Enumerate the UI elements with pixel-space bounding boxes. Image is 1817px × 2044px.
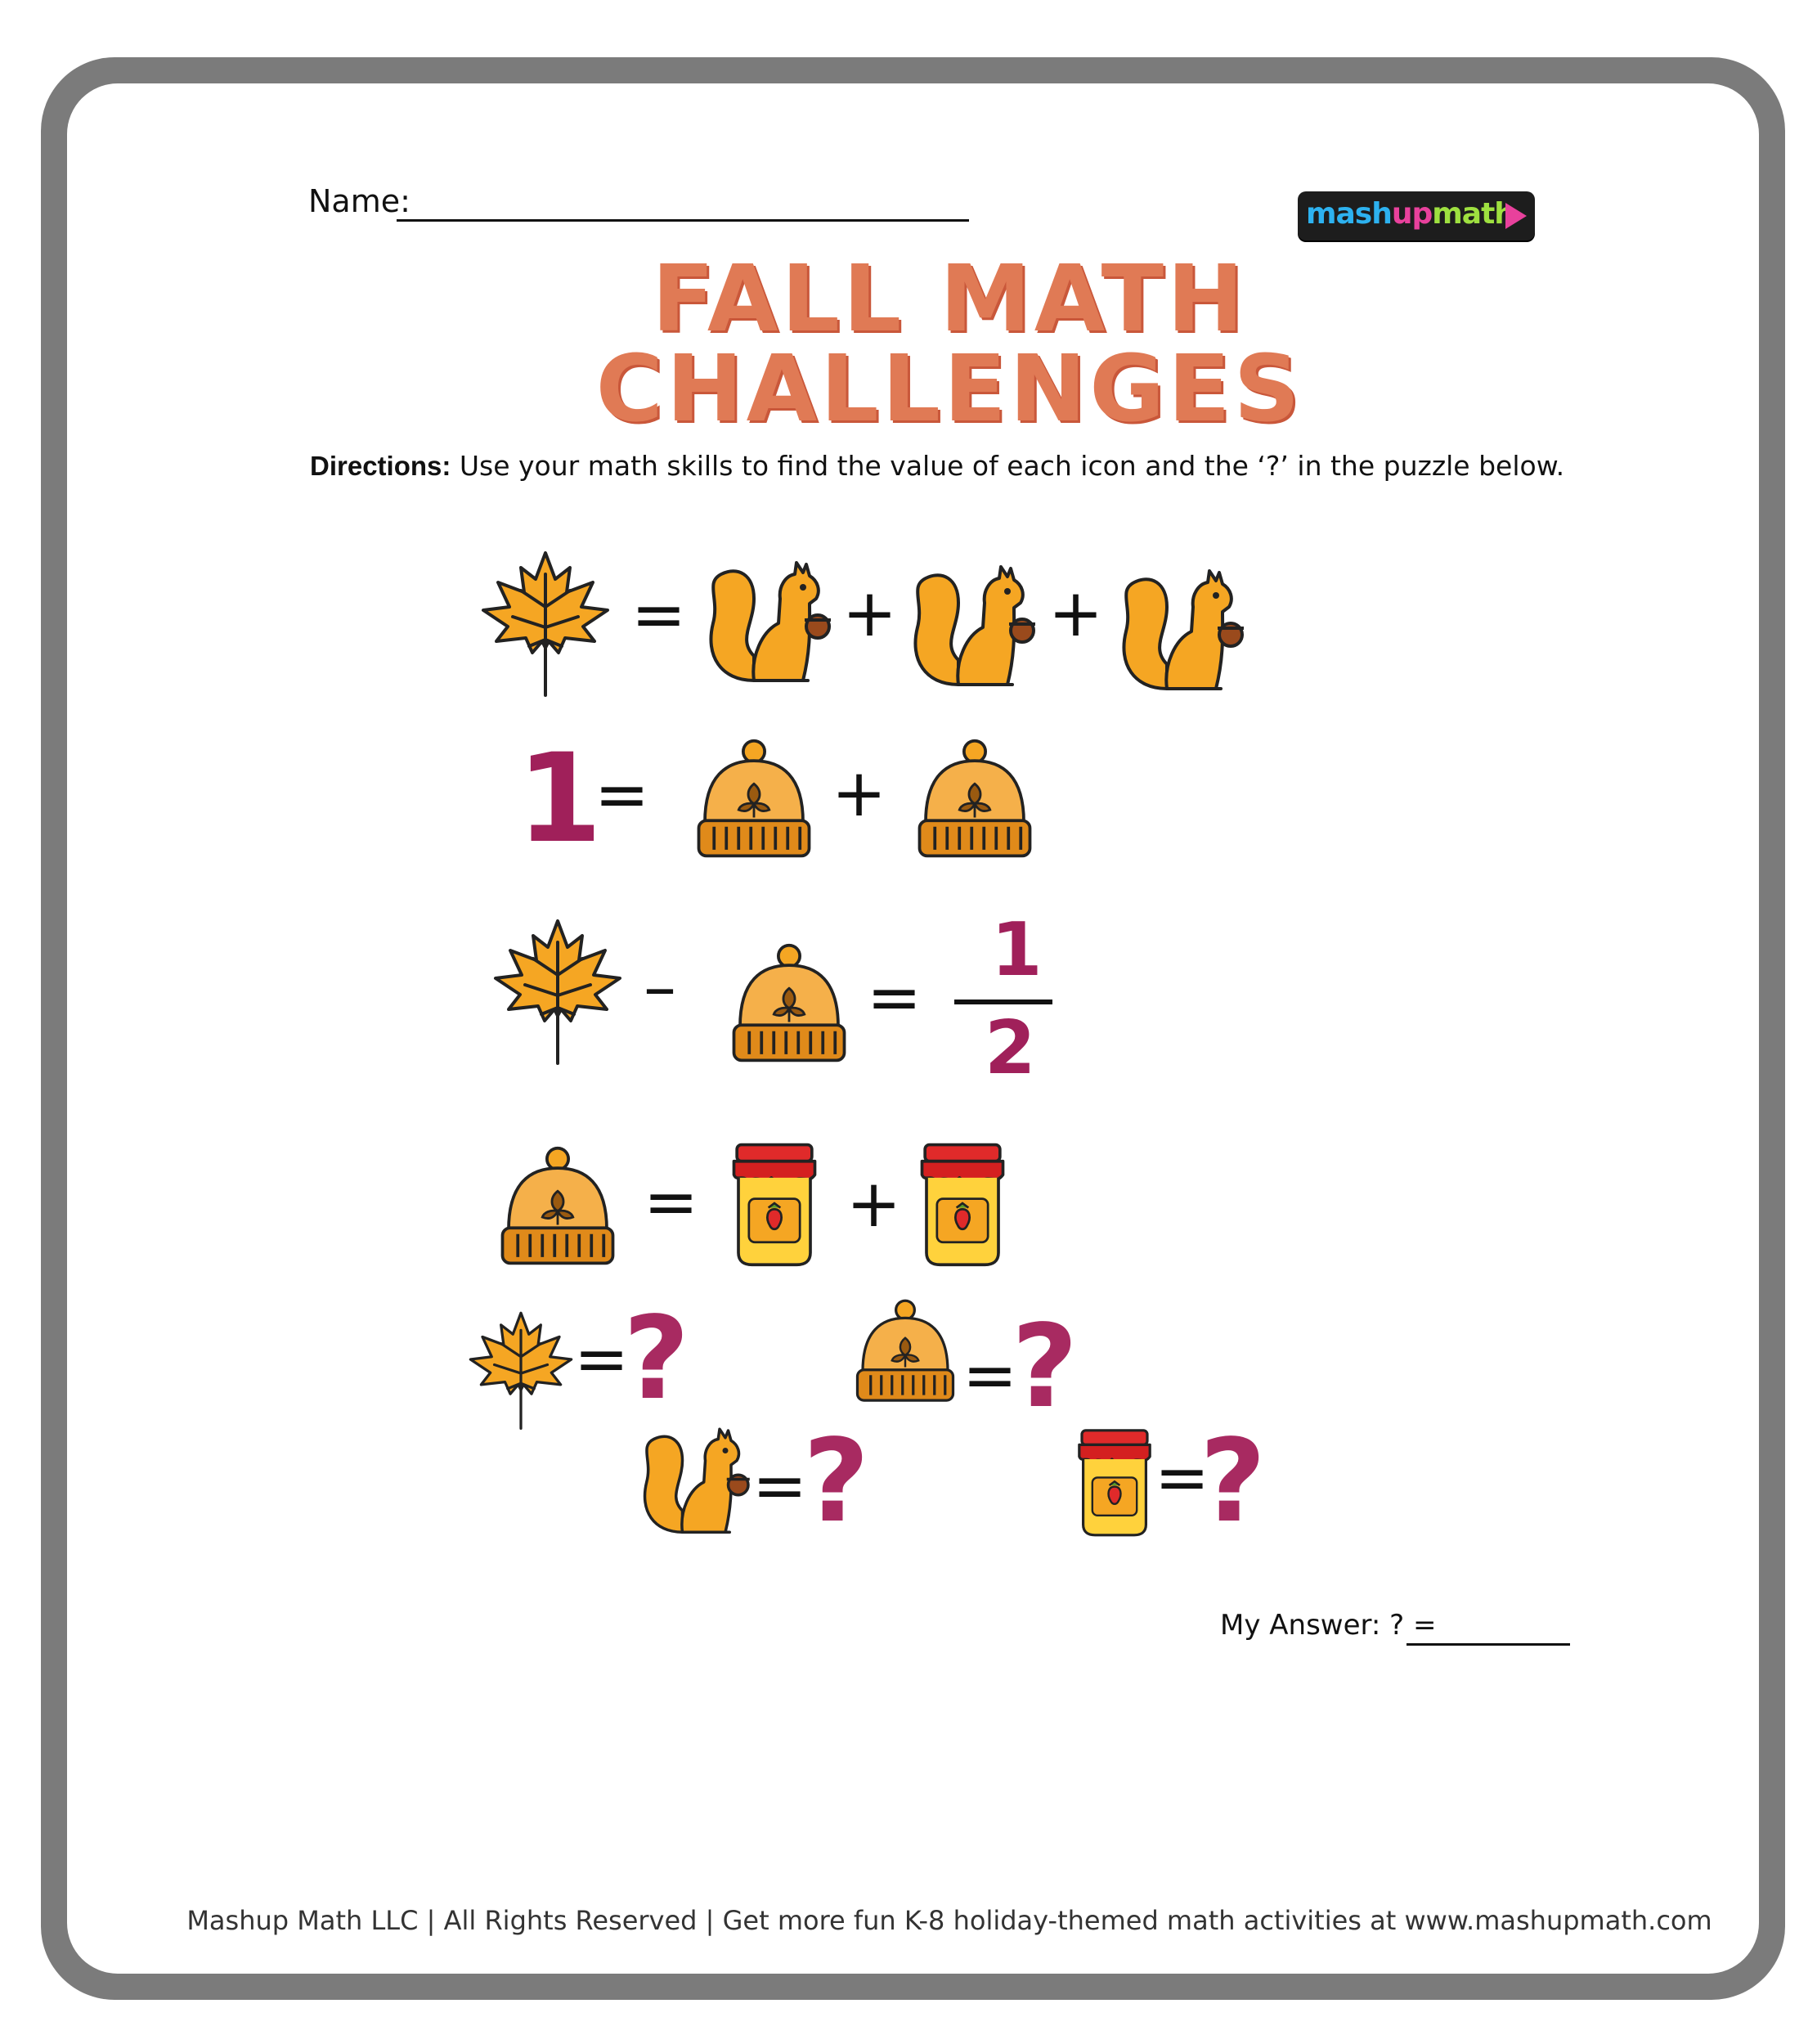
question-mark: ?: [623, 1292, 690, 1426]
equals-sign: =: [594, 757, 650, 833]
fraction-bar: [954, 1000, 1052, 1004]
jam-jar-icon: [1075, 1425, 1154, 1539]
answer-label: My Answer: ? =: [1220, 1609, 1437, 1642]
question-mark: ?: [803, 1415, 870, 1548]
jam-jar-icon: [917, 1139, 1007, 1269]
plus-sign: +: [832, 755, 887, 831]
question-mark: ?: [1012, 1301, 1079, 1434]
equals-sign: =: [962, 1337, 1018, 1413]
page-title-line1: FALL MATH: [652, 246, 1247, 353]
equals-sign: =: [752, 1448, 808, 1524]
winter-hat-icon: [496, 1145, 619, 1268]
question-mark: ?: [1200, 1415, 1267, 1548]
footer-text: Mashup Math LLC | All Rights Reserved | Get more fun K-8 holiday-themed math activities at www.mashupmath.com: [186, 1905, 1712, 1936]
worksheet-sheet: [67, 83, 1759, 1974]
directions: [310, 450, 1564, 482]
equals-sign: =: [867, 959, 922, 1035]
directions-label: Directions:: [310, 451, 451, 481]
number-one: 1: [517, 728, 603, 870]
squirrel-icon: [705, 558, 836, 689]
fraction-numerator: 1: [991, 907, 1043, 993]
squirrel-icon: [1118, 566, 1249, 697]
name-label: Name:: [308, 183, 411, 219]
maple-leaf-icon: [492, 918, 623, 1065]
winter-hat-icon: [852, 1298, 958, 1404]
maple-leaf-icon: [468, 1310, 574, 1430]
answer-field[interactable]: [1406, 1643, 1570, 1646]
maple-leaf-icon: [480, 550, 611, 697]
mashupmath-logo: [1298, 191, 1535, 240]
page-title-line2: CHALLENGES: [595, 336, 1303, 442]
name-field[interactable]: [397, 219, 969, 222]
squirrel-icon: [639, 1425, 754, 1539]
play-icon: [1505, 203, 1527, 229]
equals-sign: =: [644, 1164, 699, 1240]
logo-text-math: math: [1432, 197, 1514, 231]
fraction-denominator: 2: [985, 1005, 1036, 1091]
page-border-frame: [41, 57, 1785, 2000]
plus-sign: +: [1048, 575, 1104, 651]
logo-text-up: up: [1391, 197, 1433, 231]
winter-hat-icon: [693, 738, 815, 860]
equals-sign: =: [1155, 1440, 1210, 1516]
equals-sign: =: [574, 1321, 630, 1397]
jam-jar-icon: [729, 1139, 819, 1269]
equals-sign: =: [631, 577, 687, 653]
directions-text: Use your math skills to find the value of each icon and the ‘?’ in the puzzle below.: [451, 450, 1565, 482]
plus-sign: +: [842, 575, 898, 651]
winter-hat-icon: [913, 738, 1036, 860]
logo-text-mashup: mash: [1306, 197, 1392, 231]
winter-hat-icon: [728, 942, 850, 1065]
plus-sign: +: [846, 1166, 902, 1242]
minus-sign: –: [644, 949, 676, 1025]
squirrel-icon: [909, 562, 1040, 693]
